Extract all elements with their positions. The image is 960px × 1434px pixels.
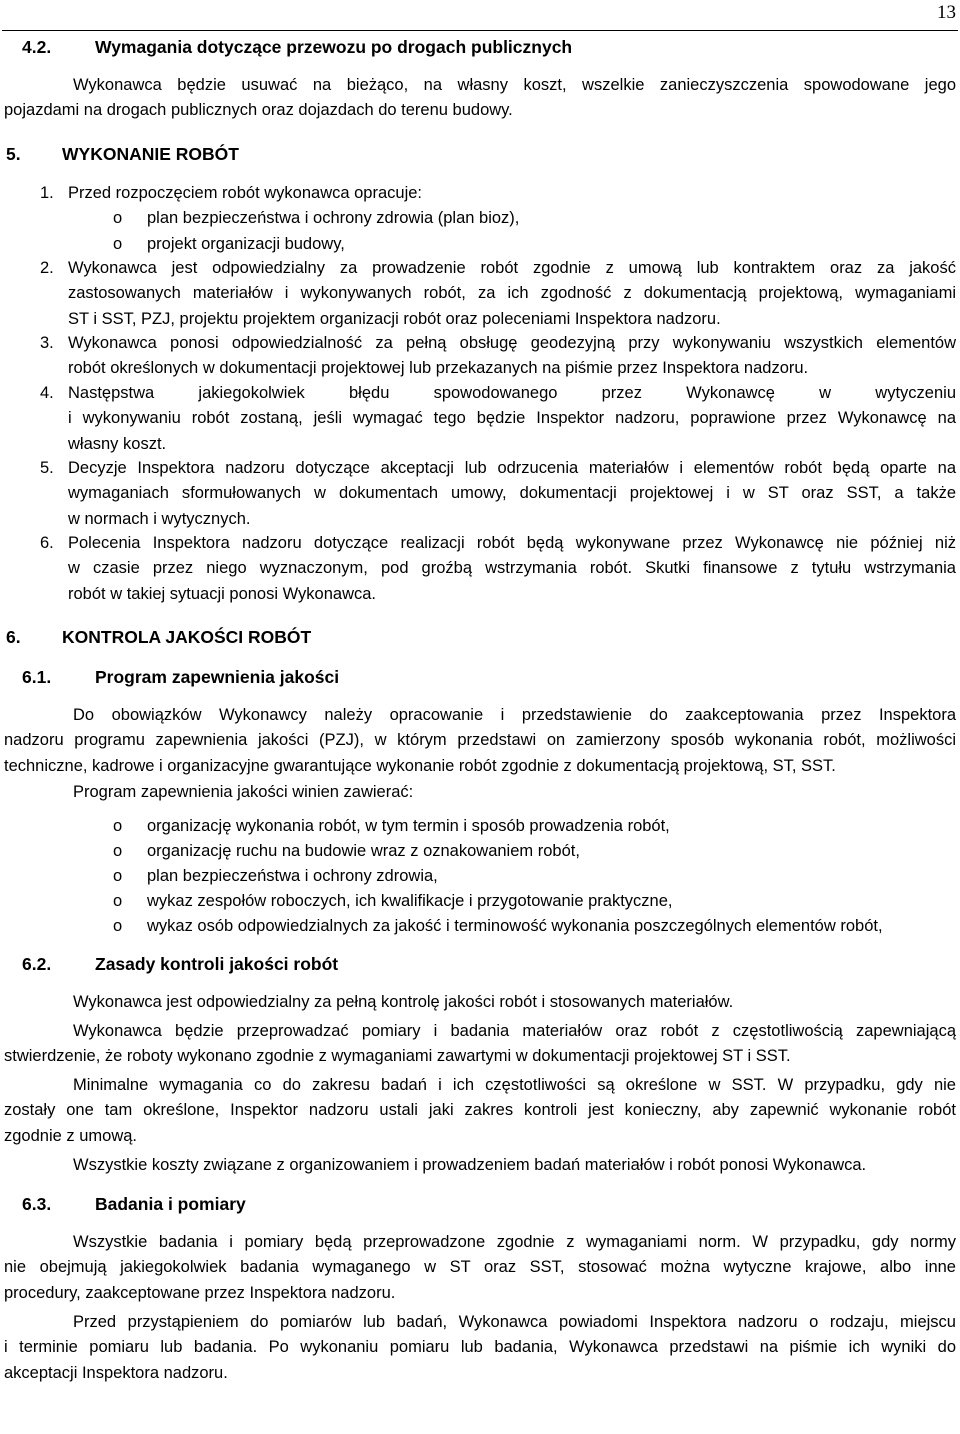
- list-item-number: 4.: [40, 384, 54, 402]
- section-4-2-number: 4.2.: [22, 37, 52, 57]
- list-item-line: Wykonawca ponosi odpowiedzialność za pełną obsługę geodezyjną przy wykonywaniu wszystkich elementów: [68, 334, 956, 352]
- list-item-number: 5.: [40, 459, 54, 477]
- section-6-3-para-line: Wszystkie badania i pomiary będą przeprowadzone zgodnie z wymaganiami norm. W przypadku, gdy normy: [73, 1233, 956, 1251]
- section-6-2-para-4: Wszystkie koszty związane z organizowaniem i prowadzeniem badań materiałów i robót ponosi Wykonawca.: [73, 1156, 867, 1174]
- page-number: 13: [937, 2, 956, 23]
- list-item-line: wymaganiach sformułowanych w dokumentach umowy, dokumentacji projektowej i w ST oraz SST, a także: [68, 484, 956, 502]
- section-4-2-title: Wymagania dotyczące przewozu po drogach publicznych: [95, 37, 573, 57]
- bullet-marker: o: [113, 917, 123, 935]
- bullet-text: wykaz zespołów roboczych, ich kwalifikacje i przygotowanie praktyczne,: [147, 892, 673, 910]
- list-item-line: zastosowanych materiałów i wykonywanych robót, za ich zgodność z dokumentacją projektową, wymaganiami: [68, 284, 956, 302]
- list-item-line: ST i SST, PZJ, projektu projektem organizacji robót oraz poleceniami Inspektora nadzoru.: [68, 310, 721, 328]
- list-item-line: Decyzje Inspektora nadzoru dotyczące akceptacji lub odrzucenia materiałów i elementów robót będą oparte na: [68, 459, 956, 477]
- section-6-2-para-line: stwierdzenie, że roboty wykonano zgodnie z wymaganiami zawartymi w dokumentacji projektowej ST i SST.: [4, 1047, 791, 1065]
- section-6-3-para-line: i terminie pomiaru lub badania. Po wykonaniu pomiaru lub badania, Wykonawca przedstawi na piśmie ich wyniki do: [4, 1338, 956, 1356]
- section-6-title: KONTROLA JAKOŚCI ROBÓT: [62, 627, 312, 647]
- section-5-number: 5.: [6, 144, 21, 164]
- section-6-1-program-intro: Program zapewnienia jakości winien zawierać:: [73, 783, 414, 801]
- section-6-2-para-line: Wykonawca będzie przeprowadzać pomiary i badania materiałów oraz robót z częstotliwością zapewniającą: [73, 1022, 956, 1040]
- list-item-line: Następstwa jakiegokolwiek błędu spowodowanego przez Wykonawcę w wytyczeniu: [68, 384, 956, 402]
- list-item-line: robót określonych w dokumentacji projektowej lub przekazanych na piśmie przez Inspektora nadzoru.: [68, 359, 809, 377]
- bullet-text: plan bezpieczeństwa i ochrony zdrowia,: [147, 867, 438, 885]
- bullet-marker: o: [113, 817, 123, 835]
- list-item-line: w czasie przez niego wyznaczonym, pod groźbą wstrzymania robót. Skutki finansowe z tytułu wstrzymania: [68, 559, 956, 577]
- section-6-3-title: Badania i pomiary: [95, 1194, 246, 1214]
- bullet-text: plan bezpieczeństwa i ochrony zdrowia (plan bioz),: [147, 209, 520, 227]
- list-item-line: w normach i wytycznych.: [68, 510, 251, 528]
- section-6-2-para-1: Wykonawca jest odpowiedzialny za pełną kontrolę jakości robót i stosowanych materiałów.: [73, 993, 734, 1011]
- list-item-line: Wykonawca jest odpowiedzialny za prowadzenie robót zgodnie z umową lub kontraktem oraz za jakość: [68, 259, 956, 277]
- list-item-line: Polecenia Inspektora nadzoru dotyczące realizacji robót będą wykonywane przez Wykonawcę nie później niż: [68, 534, 956, 552]
- section-6-3-para-line: akceptacji Inspektora nadzoru.: [4, 1364, 228, 1382]
- section-6-3-number: 6.3.: [22, 1194, 52, 1214]
- section-6-3-para-line: nie obejmują jakiegokolwiek badania wymaganego w ST oraz SST, stosować można wytyczne krajowe, albo inne: [4, 1258, 956, 1276]
- section-6-3-para-line: procedury, zaakceptowane przez Inspektora nadzoru.: [4, 1284, 396, 1302]
- section-6-1-number: 6.1.: [22, 667, 52, 687]
- section-6-2-title: Zasady kontroli jakości robót: [95, 954, 339, 974]
- bullet-marker: o: [113, 892, 123, 910]
- section-6-3-para-line: Przed przystąpieniem do pomiarów lub badań, Wykonawca powiadomi Inspektora nadzoru o rodzaju, miejscu: [73, 1313, 956, 1331]
- bullet-text: organizację ruchu na budowie wraz z oznakowaniem robót,: [147, 842, 580, 860]
- list-item-line: i wykonywaniu robót zostaną, jeśli wymagać tego będzie Inspektor nadzoru, poprawione przez Wykonawcę na: [68, 409, 956, 427]
- list-item-line: robót w takiej sytuacji ponosi Wykonawca.: [68, 585, 376, 603]
- section-6-2-number: 6.2.: [22, 954, 52, 974]
- section-4-2-line-2: pojazdami na drogach publicznych oraz dojazdach do terenu budowy.: [4, 101, 513, 119]
- bullet-marker: o: [113, 209, 123, 227]
- section-6-1-para-line: techniczne, kadrowe i organizacyjne gwarantujące wykonanie robót zgodnie z dokumentacją projektową, ST, SST.: [4, 757, 836, 775]
- section-5-title: WYKONANIE ROBÓT: [62, 144, 239, 164]
- header-rule: [2, 30, 958, 31]
- bullet-text: wykaz osób odpowiedzialnych za jakość i terminowość wykonania poszczególnych elementów robót,: [147, 917, 883, 935]
- list-item-number: 2.: [40, 259, 54, 277]
- bullet-marker: o: [113, 867, 123, 885]
- list-item-number: 6.: [40, 534, 54, 552]
- section-6-number: 6.: [6, 627, 21, 647]
- list-item-number: 1.: [40, 184, 54, 202]
- section-6-2-para-line: zostały one tam określone, Inspektor nadzoru ustali jaki zakres kontroli jest konieczny, aby zapewnić wykonanie robót: [4, 1101, 956, 1119]
- bullet-text: projekt organizacji budowy,: [147, 235, 345, 253]
- section-6-1-para-line: Do obowiązków Wykonawcy należy opracowanie i przedstawienie do zaakceptowania przez Inspektora: [73, 706, 956, 724]
- bullet-text: organizację wykonania robót, w tym termin i sposób prowadzenia robót,: [147, 817, 670, 835]
- section-6-1-title: Program zapewnienia jakości: [95, 667, 340, 687]
- bullet-marker: o: [113, 235, 123, 253]
- section-6-1-para-line: nadzoru programu zapewnienia jakości (PZJ), w którym przedstawi on zamierzony sposób wykonania robót, możliwości: [4, 731, 956, 749]
- section-4-2-line-1: Wykonawca będzie usuwać na bieżąco, na własny koszt, wszelkie zanieczyszczenia spowodowane jego: [73, 76, 956, 94]
- list-item-line: własny koszt.: [68, 435, 167, 453]
- section-6-2-para-line: Minimalne wymagania co do zakresu badań i ich częstotliwości są określone w SST. W przypadku, gdy nie: [73, 1076, 956, 1094]
- section-6-2-para-line: zgodnie z umową.: [4, 1127, 137, 1145]
- bullet-marker: o: [113, 842, 123, 860]
- list-item-number: 3.: [40, 334, 54, 352]
- list-item-text: Przed rozpoczęciem robót wykonawca opracuje:: [68, 184, 423, 202]
